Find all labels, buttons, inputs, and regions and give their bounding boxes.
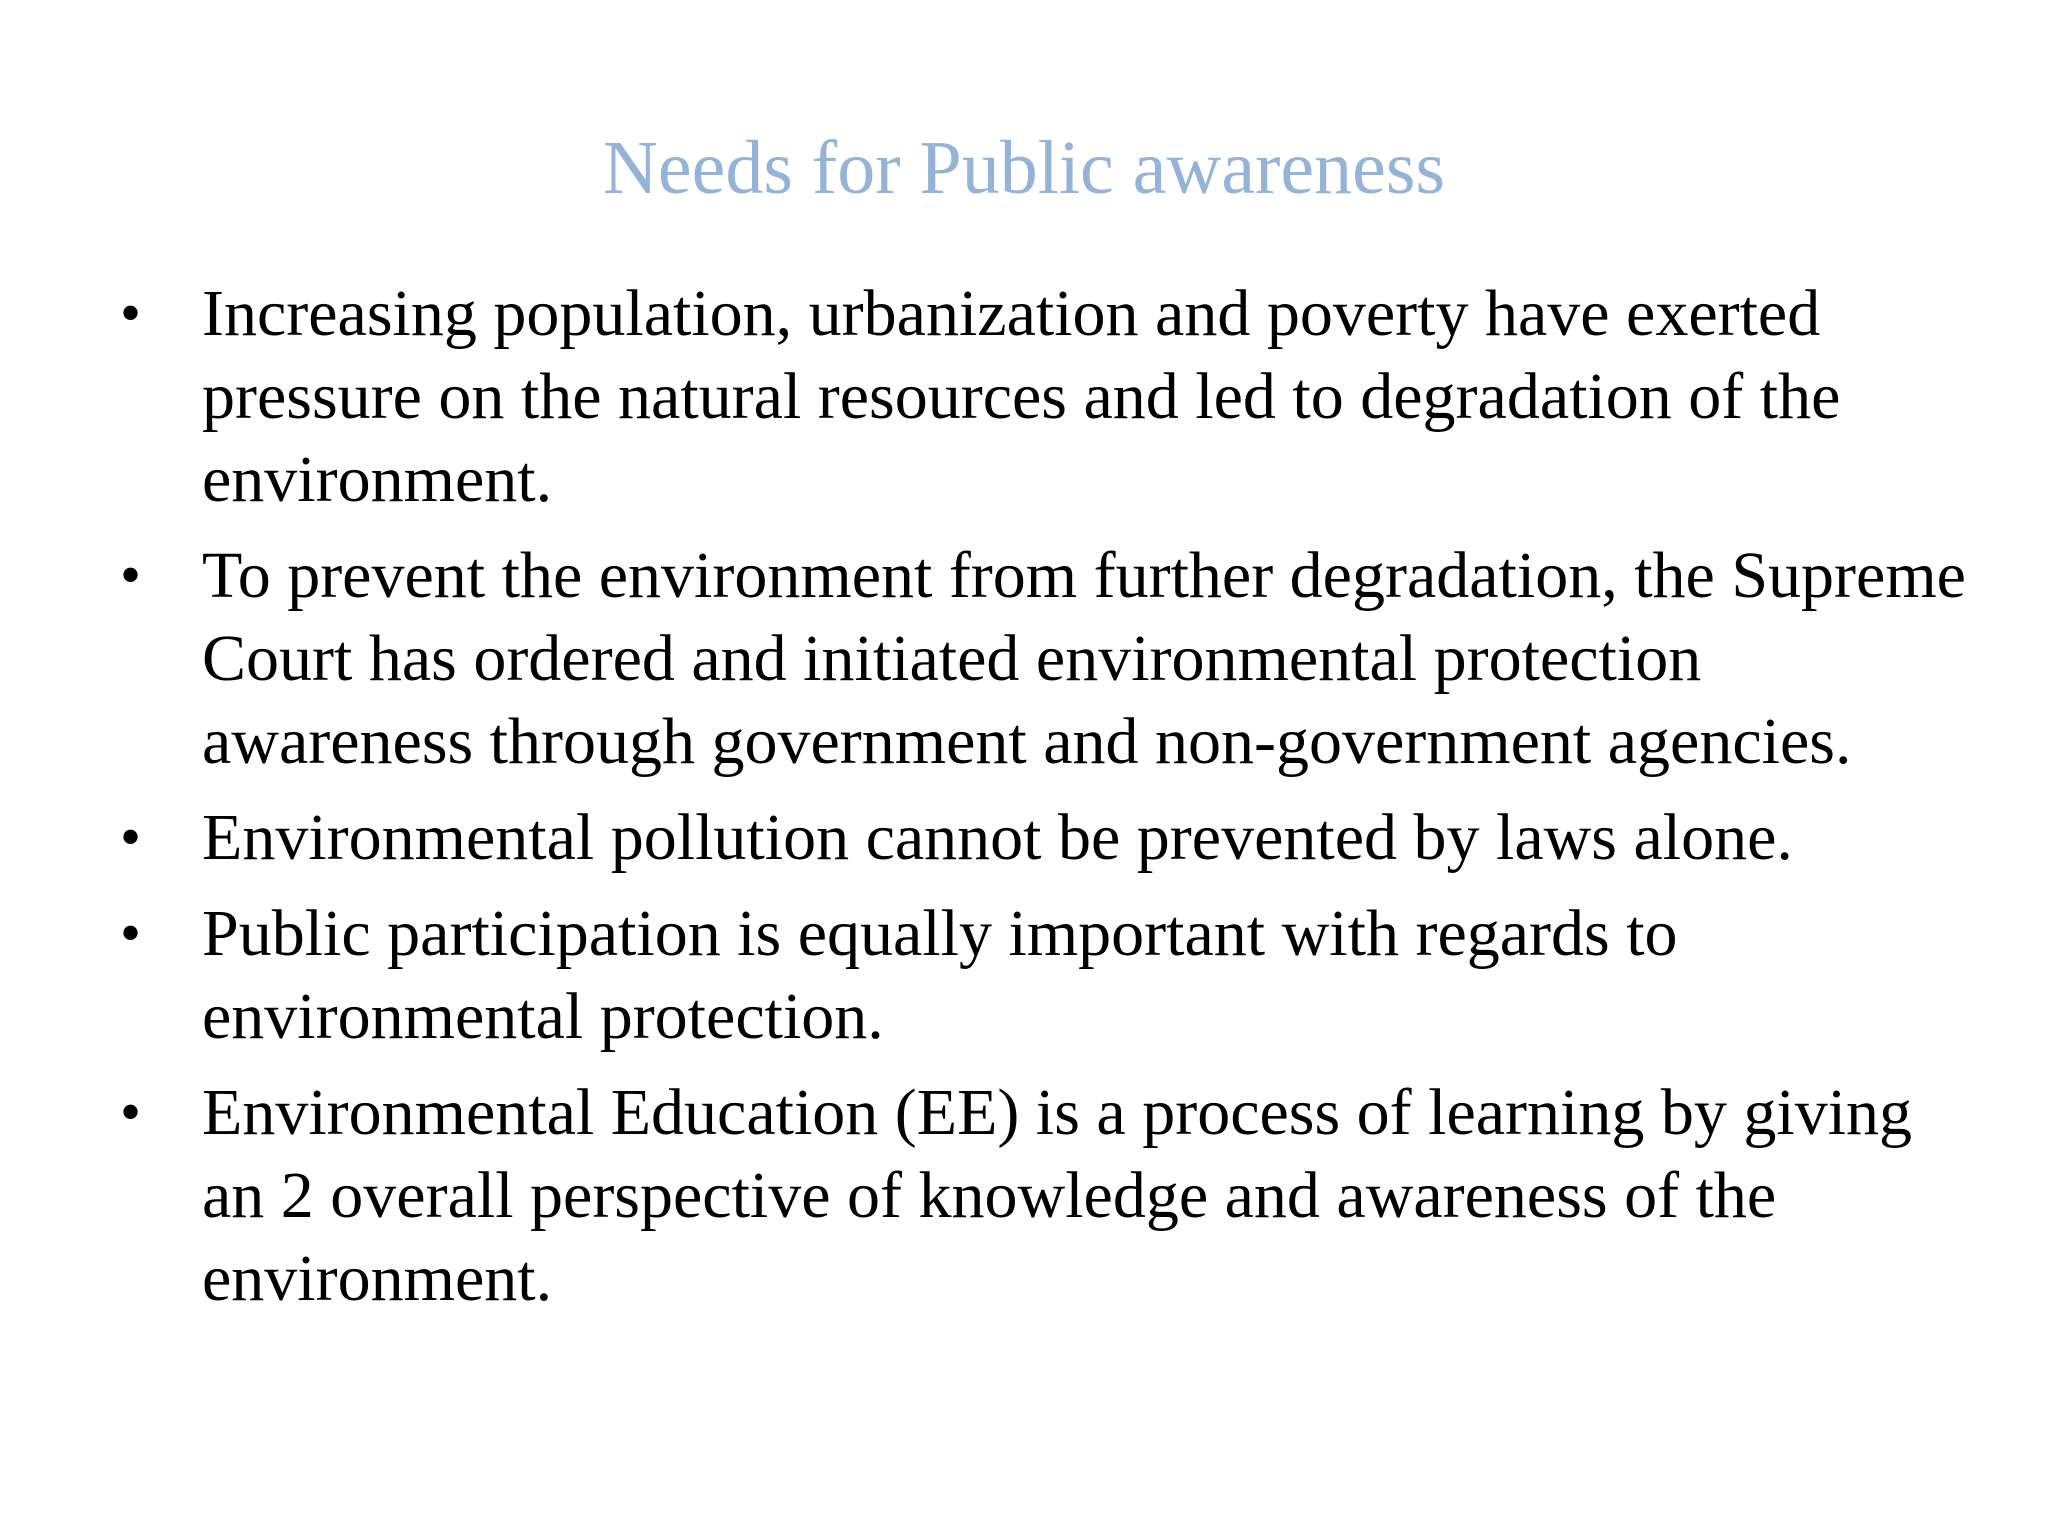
bullet-icon: • [120,542,142,608]
bullet-item-5 [120,1071,1980,1320]
bullet-item-1 [120,272,1980,521]
bullet-icon: • [120,280,142,346]
bullet-list [120,272,1980,1333]
bullet-icon: • [120,900,142,966]
bullet-item-3 [120,796,1980,879]
bullet-text: Increasing population, urbanization and poverty have exerted pressure on the natural resources and led to degradation of the environment. [202,277,1841,516]
bullet-text: To prevent the environment from further degradation, the Supreme Court has ordered and initiated environmental protection awareness through government and non-government agencies. [202,539,1966,778]
bullet-text: Public participation is equally important with regards to environmental protection. [202,897,1678,1053]
bullet-icon: • [120,804,142,870]
bullet-item-4 [120,892,1980,1058]
bullet-icon: • [120,1079,142,1145]
bullet-item-2 [120,534,1980,783]
slide-title: Needs for Public awareness [602,126,1446,210]
bullet-text: Environmental Education (EE) is a process of learning by giving an 2 overall perspective of knowledge and awareness of the environment. [202,1076,1913,1315]
bullet-text: Environmental pollution cannot be prevented by laws alone. [202,801,1793,874]
